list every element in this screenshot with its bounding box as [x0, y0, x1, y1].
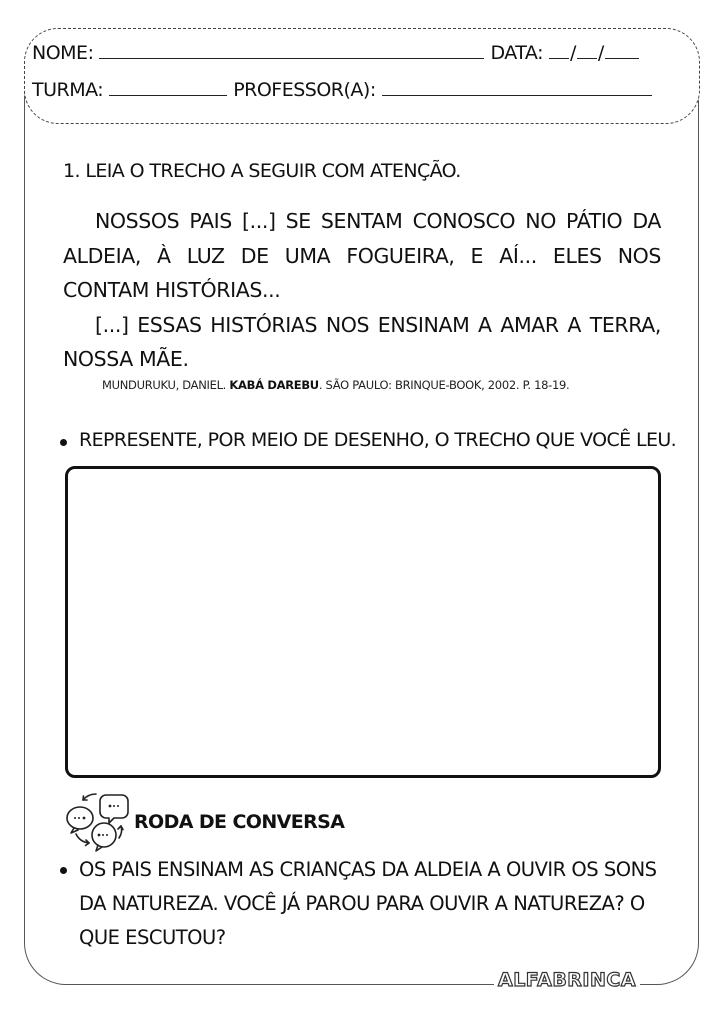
citation-book-title: KABÁ DAREBU: [229, 378, 319, 392]
speech-bubbles-cycle-icon: [62, 788, 132, 854]
date-field: [549, 42, 639, 64]
name-label: NOME:: [32, 42, 94, 64]
date-year-field[interactable]: [605, 44, 639, 59]
citation-author: MUNDURUKU, DANIEL.: [102, 378, 227, 392]
bullet-icon: [60, 867, 67, 874]
header-row-name-date: [32, 42, 639, 64]
class-field[interactable]: [109, 81, 227, 96]
name-field[interactable]: [99, 44, 484, 59]
bullet-icon: [60, 439, 67, 446]
date-day-field[interactable]: [549, 44, 569, 59]
date-separator: /: [569, 42, 576, 64]
teacher-field[interactable]: [382, 81, 652, 96]
discussion-prompt: [60, 853, 680, 955]
header-row-class-teacher: [32, 79, 658, 101]
date-separator: /: [597, 42, 604, 64]
instruction-text: REPRESENTE, POR MEIO DE DESENHO, O TRECHO QUE VOCÊ LEU.: [79, 429, 677, 451]
citation-publication: . SÃO PAULO: BRINQUE-BOOK, 2002. P. 18-19.: [318, 378, 570, 392]
class-label: TURMA:: [32, 79, 104, 101]
roda-de-conversa-title: RODA DE CONVERSA: [134, 811, 345, 833]
question-title: LEIA O TRECHO A SEGUIR COM ATENÇÃO.: [85, 160, 461, 182]
drawing-area[interactable]: [65, 466, 661, 778]
date-month-field[interactable]: [577, 44, 597, 59]
passage-paragraph: NOSSOS PAIS [...] SE SENTAM CONOSCO NO PÁTIO DA ALDEIA, À LUZ DE UMA FOGUEIRA, E AÍ... ELES NOS CONTAM HISTÓRIAS...: [63, 209, 661, 302]
discussion-prompt-text: OS PAIS ENSINAM AS CRIANÇAS DA ALDEIA A OUVIR OS SONS DA NATUREZA. VOCÊ JÁ PAROU PARA OUVIR A NATUREZA? O QUE ESCUTOU?: [79, 858, 657, 949]
teacher-label: PROFESSOR(A):: [233, 79, 376, 101]
source-citation: [102, 378, 569, 392]
reading-passage: [63, 204, 661, 377]
roda-de-conversa-heading: [62, 788, 344, 854]
question-number: 1.: [63, 160, 80, 182]
brand-logo: ALFABRINCA: [494, 968, 640, 992]
date-label: DATA:: [490, 42, 543, 64]
passage-paragraph: [...] ESSAS HISTÓRIAS NOS ENSINAM A AMAR A TERRA, NOSSA MÃE.: [63, 312, 661, 371]
question-heading: [63, 160, 461, 182]
drawing-instruction: [60, 429, 676, 451]
